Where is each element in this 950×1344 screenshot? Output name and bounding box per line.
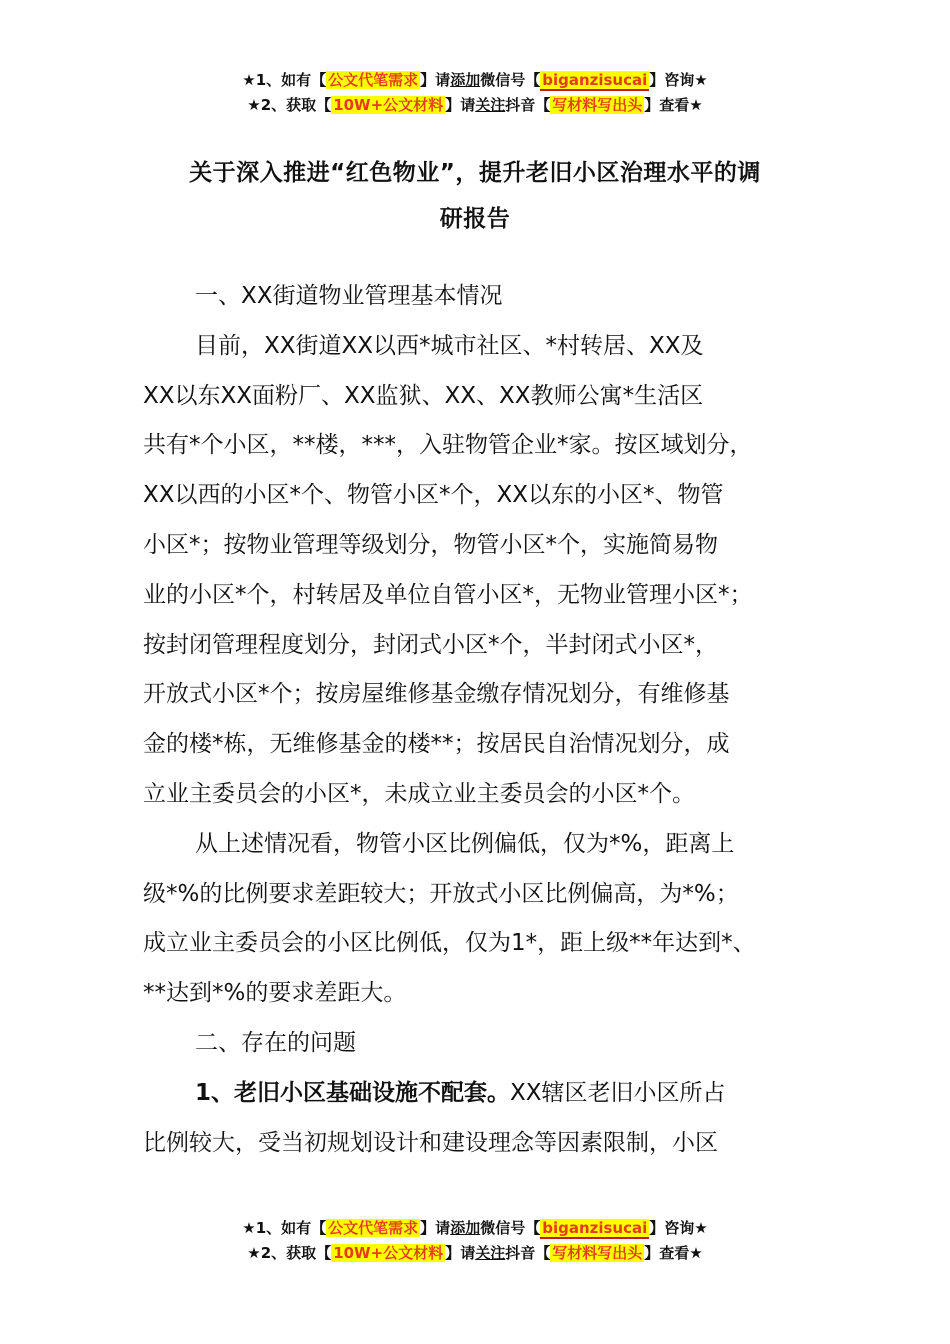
banner-line-2 xyxy=(0,93,950,118)
banner-line-1 xyxy=(0,68,950,93)
highlight-wechat-id: biganzisucai xyxy=(542,1219,648,1237)
paragraph-line xyxy=(143,1069,823,1119)
paragraph-line: XX以东XX面粉厂、XX监狱、XX、XX教师公寓*生活区 xyxy=(143,382,704,409)
paragraph-line: 开放式小区*个；按房屋维修基金缴存情况划分，有维修基 xyxy=(143,681,730,708)
banner-text: 】请 xyxy=(445,96,476,114)
highlight-wechat-id: biganzisucai xyxy=(542,71,648,89)
banner-text: 抖音【 xyxy=(505,96,551,114)
bottom-banner xyxy=(0,1216,950,1266)
highlight-materials: 10W+公文材料 xyxy=(333,1244,444,1262)
paragraph-line: 共有*个小区，**楼，***，入驻物管企业*家。按区域划分， xyxy=(143,432,753,459)
highlight-ghostwriting: 公文代笔需求 xyxy=(328,1219,419,1237)
banner-line-2 xyxy=(0,1241,950,1266)
banner-text: 抖音【 xyxy=(505,1244,551,1262)
paragraph-line: XX以西的小区*个、物管小区*个，XX以东的小区*、物管 xyxy=(143,482,724,509)
paragraph-line: 业的小区*个，村转居及单位自管小区*，无物业管理小区*； xyxy=(143,581,753,608)
banner-text: 】请 xyxy=(420,1219,451,1237)
paragraph-text: XX辖区老旧小区所占 xyxy=(510,1079,726,1106)
paragraph-2 xyxy=(143,820,823,1019)
paragraph-line: 立业主委员会的小区*，未成立业主委员会的小区*个。 xyxy=(143,780,695,807)
banner-text: 】查看★ xyxy=(644,1244,703,1262)
paragraph-1 xyxy=(143,322,823,820)
banner-text: 】咨询★ xyxy=(649,1219,708,1237)
underlined-add: 添加 xyxy=(450,1219,481,1237)
highlight-ghostwriting: 公文代笔需求 xyxy=(328,71,419,89)
paragraph-line: 按封闭管理程度划分，封闭式小区*个，半封闭式小区*， xyxy=(143,631,718,658)
section-heading-1: 一、XX街道物业管理基本情况 xyxy=(195,283,503,309)
paragraph-line: **达到*%的要求差距大。 xyxy=(143,980,407,1007)
banner-text: 】咨询★ xyxy=(649,71,708,89)
paragraph-line: 金的楼*栋，无维修基金的楼**；按居民自治情况划分，成 xyxy=(143,731,730,758)
banner-text: 微信号【 xyxy=(480,1219,541,1237)
underlined-follow: 关注 xyxy=(475,96,506,114)
document-body xyxy=(143,272,823,1168)
paragraph-line: 目前，XX街道XX以西*城市社区、*村转居、XX及 xyxy=(195,332,704,359)
banner-text: ★2、获取【 xyxy=(247,1244,332,1262)
banner-text: 微信号【 xyxy=(480,71,541,89)
paragraph-line: 比例较大，受当初规划设计和建设理念等因素限制，小区 xyxy=(143,1129,718,1156)
title-line-1: 关于深入推进“红色物业”，提升老旧小区治理水平的调 xyxy=(189,160,761,186)
highlight-douyin: 写材料写出头 xyxy=(552,1244,643,1262)
banner-text: 】查看★ xyxy=(644,96,703,114)
section-heading-2: 二、存在的问题 xyxy=(195,1029,356,1056)
paragraph-line: 小区*；按物业管理等级划分，物管小区*个，实施简易物 xyxy=(143,531,718,558)
banner-text: ★1、如有【 xyxy=(242,71,327,89)
paragraph-line: 级*%的比例要求差距较大；开放式小区比例偏高，为*%； xyxy=(143,880,739,907)
underlined-add: 添加 xyxy=(450,71,481,89)
bold-subheading: 1、老旧小区基础设施不配套。 xyxy=(195,1079,511,1106)
paragraph-line: 从上述情况看，物管小区比例偏低，仅为*%，距离上 xyxy=(195,830,735,857)
underlined-follow: 关注 xyxy=(475,1244,506,1262)
banner-text: ★1、如有【 xyxy=(242,1219,327,1237)
paragraph-line: 成立业主委员会的小区比例低，仅为1*，距上级**年达到*、 xyxy=(143,930,756,957)
document-title xyxy=(140,150,810,242)
highlight-douyin: 写材料写出头 xyxy=(552,96,643,114)
banner-text: 】请 xyxy=(420,71,451,89)
banner-line-1 xyxy=(0,1216,950,1241)
banner-text: 】请 xyxy=(445,1244,476,1262)
highlight-materials: 10W+公文材料 xyxy=(333,96,444,114)
top-banner xyxy=(0,68,950,118)
title-line-2: 研报告 xyxy=(439,206,511,232)
banner-text: ★2、获取【 xyxy=(247,96,332,114)
paragraph-3 xyxy=(143,1069,823,1169)
